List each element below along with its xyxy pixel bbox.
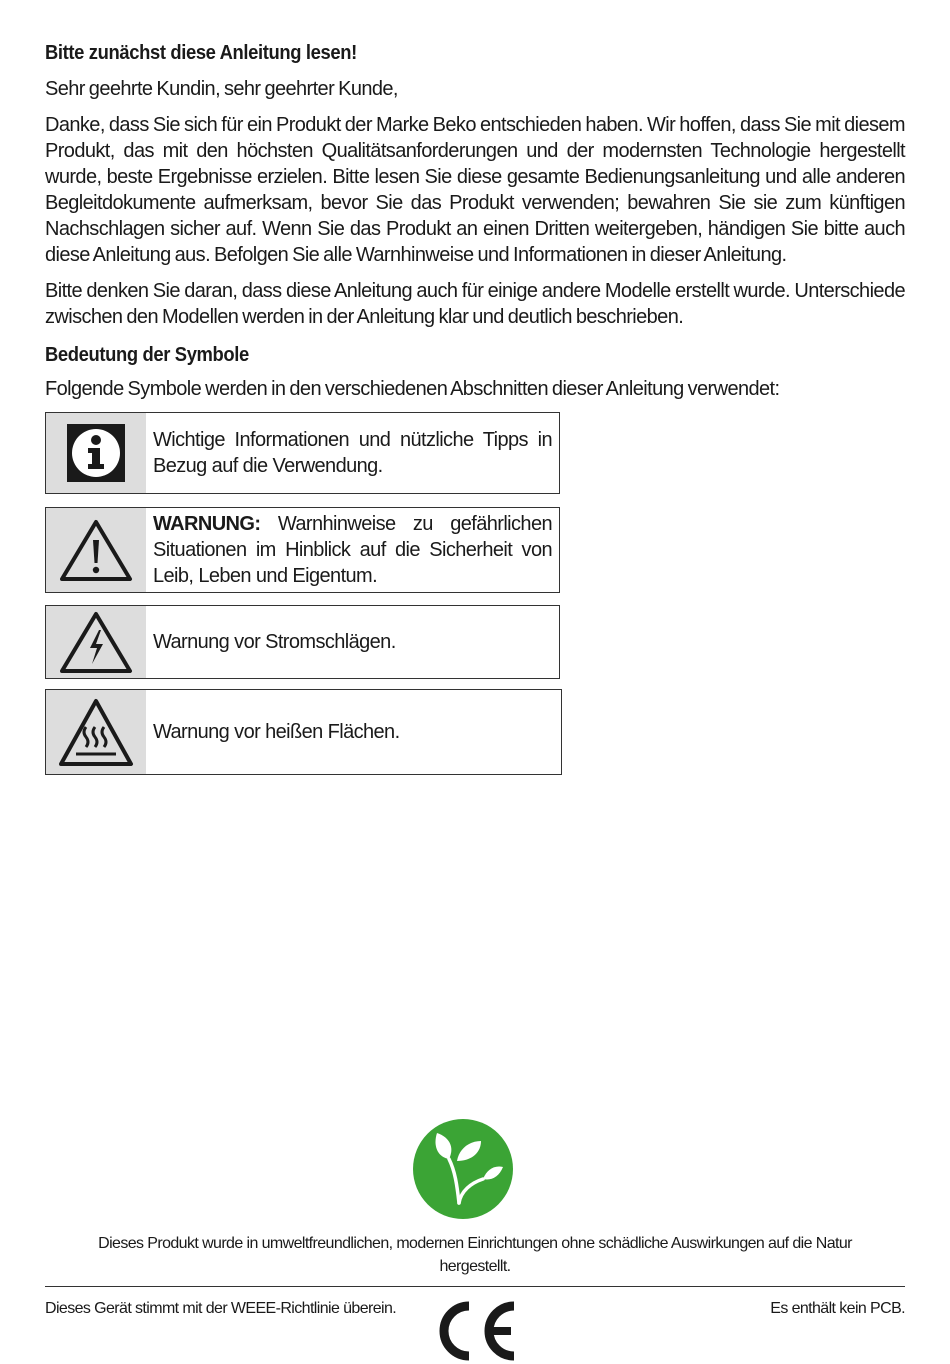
info-icon [46, 413, 146, 493]
symbol-text: Warnung vor heißen Flächen. [153, 721, 400, 743]
electric-shock-icon [46, 606, 146, 678]
symbol-row-hot-surface [45, 689, 562, 775]
intro-paragraph: Danke, dass Sie sich für ein Produkt der Marke Beko entschieden haben. Wir hoffen, dass Sie mit diesem Produkt, das mit den höchsten Qualitätsanforderungen und der modernsten Technologie hergestellt wurde, beste Ergebnisse erzielen. Bitte lesen Sie diese gesamte Bedienungsanleitung und alle anderen Begleitdokumente aufmerksam, bevor Sie das Produkt verwenden; bewahren Sie sie zum künftigen Nachschlagen sicher auf. Wenn Sie das Produkt an einen Dritten weitergeben, händigen Sie bitte auch diese Anleitung aus. Befolgen Sie alle Warnhinweise und Informationen in dieser Anleitung. [45, 114, 905, 266]
warning-label: WARNUNG: [153, 513, 261, 535]
symbols-heading: Bedeutung der Symbole [45, 344, 249, 366]
eco-leaf-icon [413, 1119, 513, 1219]
manual-intro [45, 38, 905, 412]
hot-surface-icon [46, 690, 146, 774]
warning-icon [46, 508, 146, 592]
weee-notice: Dieses Gerät stimmt mit der WEEE-Richtlinie überein. [45, 1300, 397, 1317]
symbol-text: Warnung vor Stromschlägen. [153, 631, 396, 653]
symbol-row-info [45, 412, 560, 494]
salutation: Sehr geehrte Kundin, sehr geehrter Kunde, [45, 78, 398, 100]
symbol-text: Wichtige Informationen und nützliche Tipps in Bezug auf die Verwendung. [153, 429, 552, 477]
ce-mark-icon [431, 1300, 519, 1362]
models-paragraph: Bitte denken Sie daran, dass diese Anleitung auch für einige andere Modelle erstellt wurde. Unterschiede zwischen den Modellen werden in der Anleitung klar und deutlich beschrieben. [45, 280, 905, 328]
symbol-text: Warnhinweise zu gefährlichen Situationen im Hinblick auf die Sicherheit von Leib, Leben und Eigentum. [153, 513, 552, 587]
pcb-notice: Es enthält kein PCB. [770, 1300, 905, 1317]
footer-divider [45, 1286, 905, 1287]
symbol-row-warning [45, 507, 560, 593]
eco-statement: Dieses Produkt wurde in umweltfreundlichen, modernen Einrichtungen ohne schädliche Auswirkungen auf die Natur hergestellt. [98, 1235, 852, 1275]
symbol-row-electric-shock [45, 605, 560, 679]
page-title: Bitte zunächst diese Anleitung lesen! [45, 42, 357, 64]
symbols-intro: Folgende Symbole werden in den verschiedenen Abschnitten dieser Anleitung verwendet: [45, 378, 780, 400]
